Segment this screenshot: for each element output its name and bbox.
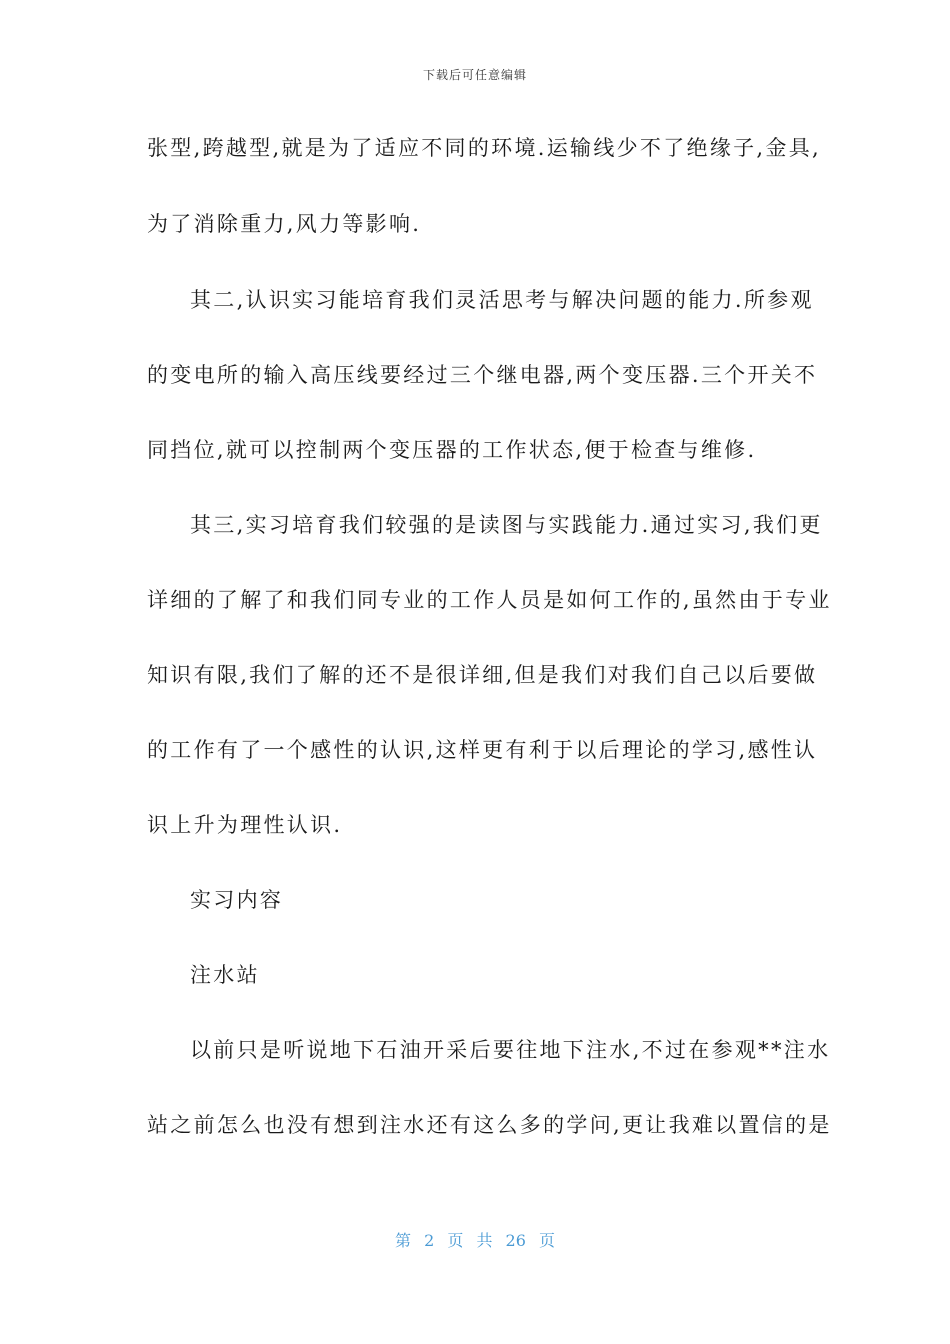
paragraph-line: 的变电所的输入高压线要经过三个继电器,两个变压器.三个开关不 xyxy=(147,363,818,387)
paragraph-line: 站之前怎么也没有想到注水还有这么多的学问,更让我难以置信的是 xyxy=(147,1113,832,1137)
section-heading: 注水站 xyxy=(190,963,260,987)
paragraph-line: 的工作有了一个感性的认识,这样更有利于以后理论的学习,感性认 xyxy=(147,738,818,762)
paragraph-line: 以前只是听说地下石油开采后要往地下注水,不过在参观**注水 xyxy=(190,1038,831,1062)
paragraph-line: 张型,跨越型,就是为了适应不同的环境.运输线少不了绝缘子,金具, xyxy=(147,136,821,160)
paragraph-line: 识上升为理性认识. xyxy=(147,813,343,837)
paragraph-line: 详细的了解了和我们同专业的工作人员是如何工作的,虽然由于专业 xyxy=(147,588,832,612)
page-header: 下载后可任意编辑 xyxy=(422,68,527,82)
paragraph-line: 同挡位,就可以控制两个变压器的工作状态,便于检查与维修. xyxy=(147,438,757,462)
paragraph-line: 其三,实习培育我们较强的是读图与实践能力.通过实习,我们更 xyxy=(190,513,823,537)
paragraph-line: 知识有限,我们了解的还不是很详细,但是我们对我们自己以后要做 xyxy=(147,663,818,687)
section-heading: 实习内容 xyxy=(190,888,284,912)
paragraph-line: 为了消除重力,风力等影响. xyxy=(147,212,422,236)
paragraph-line: 其二,认识实习能培育我们灵活思考与解决问题的能力.所参观 xyxy=(190,288,814,312)
page-number-footer: 第 2 页 共 26 页 xyxy=(395,1231,555,1250)
